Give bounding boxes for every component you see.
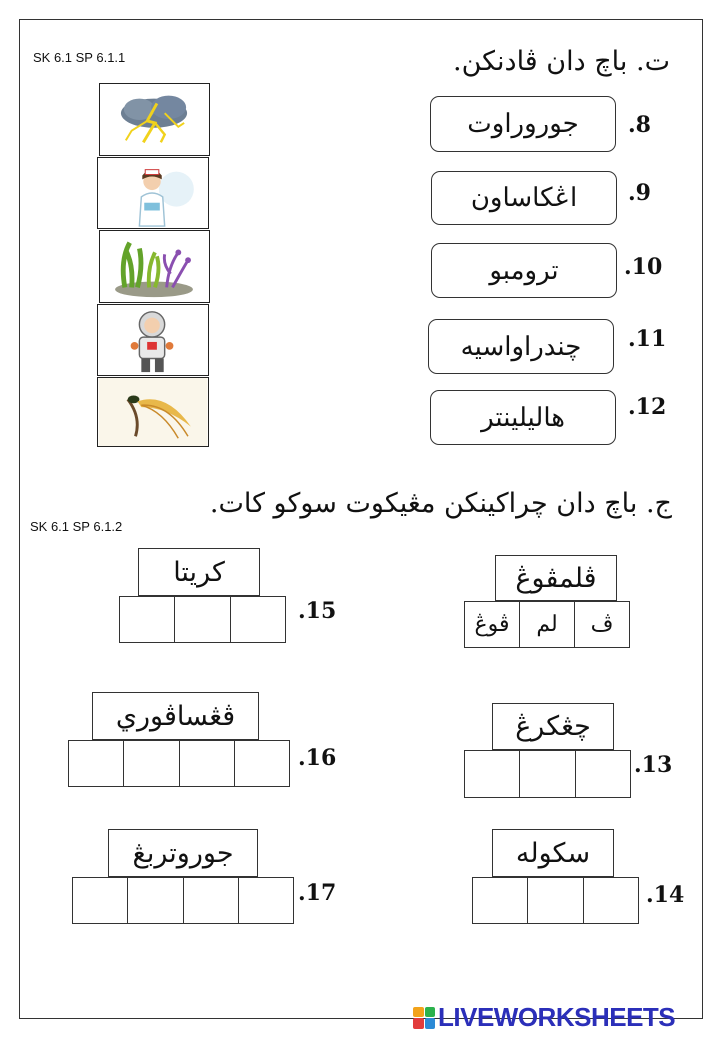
item-number-17: .17: [298, 880, 337, 906]
section-b-heading: ج. باچ دان چراكينكن مڠيكوت سوكو كات.: [209, 488, 672, 519]
answer-box-12[interactable]: هاليلينتر: [430, 390, 616, 445]
syllable-cells-16: [68, 740, 290, 787]
item-number-14: .14: [646, 882, 685, 908]
example-word-box: ڤلمڤوڠ: [495, 555, 617, 601]
word-box-14: سكوله: [492, 829, 614, 877]
answer-box-11[interactable]: چندراواسيه: [428, 319, 614, 374]
section-a-heading: ت. باچ دان ڤادنكن.: [453, 46, 670, 77]
syllable-input-cell[interactable]: [120, 597, 174, 642]
syllable-input-cell[interactable]: [174, 597, 229, 642]
syllable-input-cell[interactable]: [230, 597, 285, 642]
word-box-15: كريتا: [138, 548, 260, 596]
syllable-input-cell[interactable]: [123, 741, 178, 786]
lightning-icon[interactable]: [99, 83, 210, 156]
syllable-input-cell[interactable]: [527, 878, 582, 923]
syllable-input-cell[interactable]: [69, 741, 123, 786]
syllable-input-cell[interactable]: [238, 878, 293, 923]
brand-icon: [413, 1007, 435, 1029]
syllable-cells-14: [472, 877, 639, 924]
item-number-11: .11: [628, 326, 667, 352]
syllable-cells-17: [72, 877, 294, 924]
seaweed-icon[interactable]: [99, 230, 210, 303]
nurse-icon[interactable]: [97, 157, 209, 229]
word-box-13: چڠكرڠ: [492, 703, 614, 750]
syllable-input-cell[interactable]: [473, 878, 527, 923]
syllable-input-cell[interactable]: [575, 751, 630, 797]
item-number-13: .13: [634, 752, 673, 778]
item-number-15: .15: [298, 598, 337, 624]
word-box-17: جوروتربڠ: [108, 829, 258, 877]
item-number-10: .10: [624, 254, 663, 280]
astronaut-icon[interactable]: [97, 304, 209, 376]
syllable-input-cell[interactable]: [183, 878, 238, 923]
section-b-code: SK 6.1 SP 6.1.2: [30, 519, 123, 534]
syllable-input-cell[interactable]: [234, 741, 289, 786]
word-box-16: ڤڠساڤوري: [92, 692, 259, 740]
liveworksheets-logo[interactable]: [413, 1002, 675, 1033]
item-number-12: .12: [628, 394, 667, 420]
syllable-cells-15: [119, 596, 286, 643]
syllable-input-cell[interactable]: [583, 878, 638, 923]
syllable-input-cell[interactable]: [519, 751, 574, 797]
example-syllable-cells: [464, 601, 630, 648]
syllable-input-cell[interactable]: [73, 878, 127, 923]
section-a-code: SK 6.1 SP 6.1.1: [33, 50, 126, 65]
answer-box-8[interactable]: جوروراوت: [430, 96, 616, 152]
syllable-input-cell[interactable]: [465, 751, 519, 797]
syllable-cell: لم: [519, 602, 574, 647]
syllable-input-cell[interactable]: [179, 741, 234, 786]
answer-box-9[interactable]: اڠكاساون: [431, 171, 617, 225]
answer-box-10[interactable]: ترومبو: [431, 243, 617, 298]
item-number-9: .9: [628, 180, 651, 206]
item-number-8: .8: [628, 112, 651, 138]
bird-of-paradise-icon[interactable]: [97, 377, 209, 447]
syllable-cell: ڤ: [574, 602, 629, 647]
brand-name: LIVEWORKSHEETS: [438, 1002, 676, 1032]
item-number-16: .16: [298, 745, 337, 771]
syllable-cells-13: [464, 750, 631, 798]
syllable-input-cell[interactable]: [127, 878, 182, 923]
syllable-cell: ڤوڠ: [474, 612, 510, 637]
